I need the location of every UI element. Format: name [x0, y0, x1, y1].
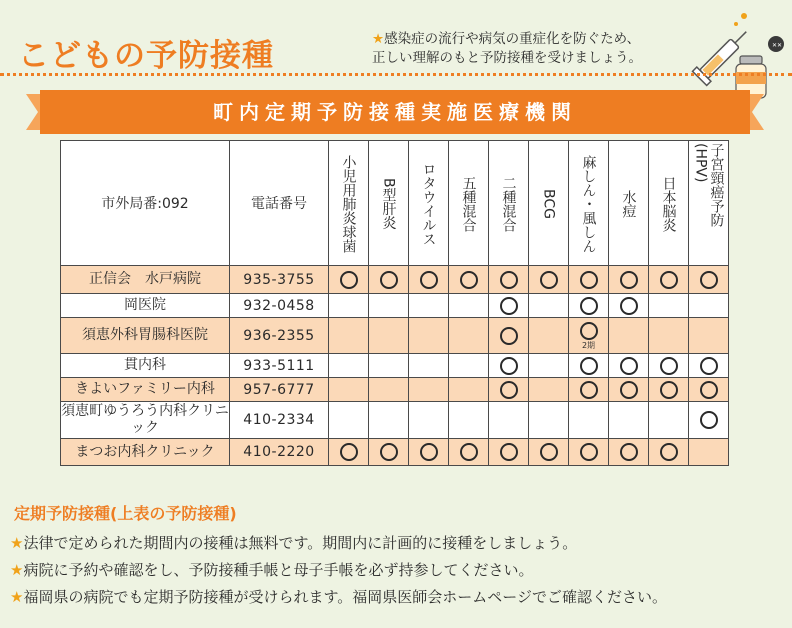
vaccine-availability-cell: [649, 266, 689, 294]
clinic-phone: 936-2355: [230, 318, 329, 354]
star-icon: ★: [372, 31, 385, 47]
clinic-phone: 935-3755: [230, 266, 329, 294]
vaccine-availability-cell: [449, 354, 489, 378]
note-item: ★福岡県の病院でも定期予防接種が受けられます。福岡県医師会ホームページでご確認ください。: [10, 588, 667, 606]
vaccine-availability-cell: [409, 402, 449, 439]
clinic-phone: 933-5111: [230, 354, 329, 378]
vaccine-availability-cell: [329, 402, 369, 439]
available-circle-icon: [340, 443, 358, 461]
vaccine-availability-cell: [569, 439, 609, 466]
available-circle-icon: [620, 357, 638, 375]
banner: [26, 90, 764, 134]
vaccine-availability-cell: [489, 378, 529, 402]
vaccine-availability-cell: [329, 439, 369, 466]
available-circle-icon: [580, 443, 598, 461]
table-row: [61, 294, 729, 318]
vaccine-availability-cell: [529, 378, 569, 402]
table-row: [61, 266, 729, 294]
vaccine-availability-cell: [529, 266, 569, 294]
vaccine-availability-cell: [489, 294, 529, 318]
vaccine-availability-cell: [609, 294, 649, 318]
available-circle-icon: [500, 357, 518, 375]
vaccine-availability-cell: [689, 439, 729, 466]
table-row: [61, 318, 729, 354]
vaccine-availability-cell: [609, 378, 649, 402]
vaccine-availability-cell: [449, 318, 489, 354]
clinic-phone: 410-2334: [230, 402, 329, 439]
vaccine-availability-cell: [649, 318, 689, 354]
vaccine-header: 麻しん・風しん: [569, 141, 609, 266]
vaccine-availability-cell: [409, 378, 449, 402]
vaccine-availability-cell: [449, 402, 489, 439]
clinic-name: 須恵町ゆうろう内科クリニック: [61, 402, 230, 439]
available-circle-icon: [700, 357, 718, 375]
available-circle-icon: [620, 297, 638, 315]
available-circle-icon: [500, 271, 518, 289]
vaccine-availability-cell: [409, 439, 449, 466]
vaccine-availability-cell: [689, 354, 729, 378]
vaccine-availability-cell: [529, 402, 569, 439]
clinic-name: 岡医院: [61, 294, 230, 318]
vaccine-availability-cell: [449, 378, 489, 402]
vaccine-header: 日本脳炎: [649, 141, 689, 266]
available-circle-icon: [460, 271, 478, 289]
intro-line-1: 感染症の流行や病気の重症化を防ぐため、: [384, 31, 641, 47]
vaccine-availability-cell: [489, 266, 529, 294]
clinic-phone: 932-0458: [230, 294, 329, 318]
vaccine-availability-cell: [329, 318, 369, 354]
vaccine-availability-cell: [529, 439, 569, 466]
available-circle-icon: [620, 443, 638, 461]
vaccine-availability-cell: [409, 266, 449, 294]
vaccine-availability-cell: [329, 294, 369, 318]
available-circle-icon: [700, 381, 718, 399]
vaccine-availability-cell: [369, 294, 409, 318]
clinic-name: 須恵外科胃腸科医院: [61, 318, 230, 354]
vaccine-availability-cell: [569, 318, 609, 354]
vaccine-header: 五種混合: [449, 141, 489, 266]
vaccine-availability-cell: [369, 354, 409, 378]
available-circle-icon: [660, 443, 678, 461]
page-title: こどもの予防接種: [18, 38, 274, 74]
available-circle-icon: [420, 271, 438, 289]
available-circle-icon: [580, 271, 598, 289]
vaccine-availability-cell: [369, 439, 409, 466]
intro-text: [372, 30, 702, 68]
vaccine-header: B型肝炎: [369, 141, 409, 266]
vaccine-availability-cell: [489, 354, 529, 378]
vaccine-availability-cell: [689, 318, 729, 354]
table-row: [61, 378, 729, 402]
table-row: [61, 439, 729, 466]
vaccine-header: 二種混合: [489, 141, 529, 266]
clinic-name: まつお内科クリニック: [61, 439, 230, 466]
clinic-table: [60, 140, 729, 466]
vaccine-availability-cell: [449, 294, 489, 318]
available-circle-icon: [500, 381, 518, 399]
star-icon: ★: [10, 534, 24, 552]
table-header-row: [61, 141, 729, 266]
vaccine-availability-cell: [449, 266, 489, 294]
phone-header: 電話番号: [230, 141, 329, 266]
vaccine-availability-cell: [609, 266, 649, 294]
note-item: ★法律で定められた期間内の接種は無料です。期間内に計画的に接種をしましょう。: [10, 534, 578, 552]
vaccine-availability-cell: [569, 294, 609, 318]
available-circle-icon: [580, 381, 598, 399]
available-circle-icon: [540, 443, 558, 461]
vaccine-availability-cell: [649, 378, 689, 402]
banner-title: 町内定期予防接種実施医療機関: [213, 100, 577, 124]
vaccine-availability-cell: [649, 439, 689, 466]
available-circle-icon: [580, 322, 598, 340]
vaccine-availability-cell: [329, 266, 369, 294]
vaccine-availability-cell: [569, 402, 609, 439]
available-circle-icon: [380, 271, 398, 289]
available-circle-icon: [540, 271, 558, 289]
available-circle-icon: [500, 297, 518, 315]
vaccine-availability-cell: [649, 354, 689, 378]
vaccine-availability-cell: [609, 402, 649, 439]
vaccine-availability-cell: [369, 378, 409, 402]
vaccine-header: 小児用肺炎球菌: [329, 141, 369, 266]
vaccine-availability-cell: [569, 378, 609, 402]
vaccine-availability-cell: [409, 354, 449, 378]
vaccine-availability-cell: [689, 294, 729, 318]
available-circle-icon: [620, 381, 638, 399]
vaccine-availability-cell: [569, 266, 609, 294]
clinic-name: 貫内科: [61, 354, 230, 378]
vaccine-header: BCG: [529, 141, 569, 266]
vaccine-availability-cell: [649, 402, 689, 439]
vaccine-availability-cell: [369, 318, 409, 354]
vaccine-availability-cell: [409, 294, 449, 318]
vaccine-availability-cell: [689, 378, 729, 402]
vaccine-availability-cell: [609, 439, 649, 466]
area-code-header: 市外局番:092: [61, 141, 230, 266]
vaccine-availability-cell: [529, 354, 569, 378]
vaccine-header: ロタウイルス: [409, 141, 449, 266]
vaccine-availability-cell: [369, 402, 409, 439]
intro-line-2: 正しい理解のもと予防接種を受けましょう。: [372, 50, 642, 66]
vaccine-header: 子宮頸癌予防(HPV): [689, 141, 729, 266]
available-circle-icon: [620, 271, 638, 289]
available-circle-icon: [580, 357, 598, 375]
available-circle-icon: [660, 381, 678, 399]
vaccine-availability-cell: [369, 266, 409, 294]
available-circle-icon: [660, 357, 678, 375]
clinic-phone: 957-6777: [230, 378, 329, 402]
syringe-bottle-illustration-icon: [688, 10, 788, 102]
available-circle-icon: [340, 271, 358, 289]
vaccine-availability-cell: [529, 294, 569, 318]
star-icon: ★: [10, 561, 24, 579]
available-circle-icon: [660, 271, 678, 289]
vaccine-availability-cell: [529, 318, 569, 354]
svg-text:✕✕: ✕✕: [772, 42, 783, 49]
clinic-phone: 410-2220: [230, 439, 329, 466]
available-circle-icon: [500, 327, 518, 345]
vaccine-availability-cell: [569, 354, 609, 378]
vaccine-availability-cell: [489, 439, 529, 466]
vaccine-availability-cell: [329, 354, 369, 378]
vaccine-availability-cell: [409, 318, 449, 354]
section-subtitle: 定期予防接種(上表の予防接種): [14, 504, 237, 523]
available-circle-icon: [500, 443, 518, 461]
dotted-divider: [0, 73, 792, 76]
vaccine-header: 水痘: [609, 141, 649, 266]
available-circle-icon: [460, 443, 478, 461]
clinic-name: 正信会 水戸病院: [61, 266, 230, 294]
clinic-name: きよいファミリー内科: [61, 378, 230, 402]
star-icon: ★: [10, 588, 24, 606]
vaccine-availability-cell: [489, 402, 529, 439]
available-circle-icon: [700, 271, 718, 289]
vaccine-availability-cell: [329, 378, 369, 402]
table-row: [61, 354, 729, 378]
table-row: [61, 402, 729, 439]
vaccine-availability-cell: [489, 318, 529, 354]
vaccine-availability-cell: [609, 354, 649, 378]
available-circle-icon: [420, 443, 438, 461]
vaccine-availability-cell: [609, 318, 649, 354]
available-circle-icon: [380, 443, 398, 461]
note-item: ★病院に予約や確認をし、予防接種手帳と母子手帳を必ず持参してください。: [10, 561, 534, 579]
vaccine-availability-cell: [689, 266, 729, 294]
available-circle-icon: [700, 411, 718, 429]
vaccine-availability-cell: [649, 294, 689, 318]
available-circle-icon: [580, 297, 598, 315]
vaccine-availability-cell: [449, 439, 489, 466]
vaccine-availability-cell: [689, 402, 729, 439]
dose-note: 2期: [581, 340, 596, 350]
